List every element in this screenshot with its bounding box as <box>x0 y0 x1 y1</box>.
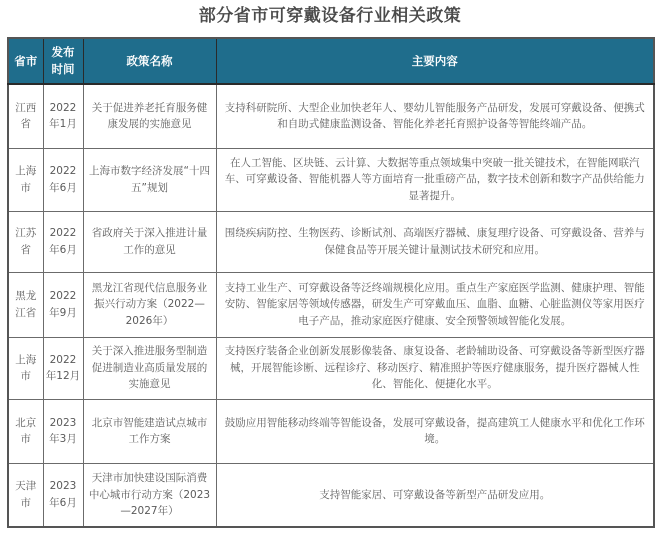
policy-name-cell: 省政府关于深入推进计量工作的意见 <box>83 211 216 272</box>
table-row <box>8 211 654 272</box>
date-cell: 2022年9月 <box>43 272 83 337</box>
province-cell: 江西省 <box>8 84 43 148</box>
table-row <box>8 84 654 148</box>
province-cell: 北京市 <box>8 399 43 463</box>
table-row <box>8 272 654 337</box>
content-cell: 鼓励应用智能移动终端等智能设备，发展可穿戴设备，提高建筑工人健康水平和优化工作环境。 <box>216 399 654 463</box>
date-cell: 2022年1月 <box>43 84 83 148</box>
header-main-content: 主要内容 <box>216 38 654 84</box>
policy-table <box>7 37 655 528</box>
content-cell: 支持医疗装备企业创新发展影像装备、康复设备、老龄辅助设备、可穿戴设备等新型医疗器械，开展智能诊断、远程诊疗、移动医疗、精准照护等医疗健康服务，提升医疗器械人性化、智能化、便捷化水平。 <box>216 337 654 399</box>
policy-name-cell: 北京市智能建造试点城市工作方案 <box>83 399 216 463</box>
province-cell: 上海市 <box>8 337 43 399</box>
policy-name-cell: 关于深入推进服务型制造促进制造业高质量发展的实施意见 <box>83 337 216 399</box>
date-cell: 2022年6月 <box>43 148 83 211</box>
table-row <box>8 148 654 211</box>
policy-name-cell: 上海市数字经济发展“十四五”规划 <box>83 148 216 211</box>
date-cell: 2023年3月 <box>43 399 83 463</box>
date-cell: 2022年12月 <box>43 337 83 399</box>
policy-name-cell: 关于促进养老托育服务健康发展的实施意见 <box>83 84 216 148</box>
table-row <box>8 399 654 463</box>
content-cell: 围绕疾病防控、生物医药、诊断试剂、高端医疗器械、康复理疗设备、可穿戴设备、营养与保健食品等开展关键计量测试技术研究和应用。 <box>216 211 654 272</box>
province-cell: 天津市 <box>8 463 43 527</box>
header-province: 省市 <box>8 38 43 84</box>
content-cell: 支持工业生产、可穿戴设备等泛终端规模化应用。重点生产家庭医学监测、健康护理、智能安防、智能家居等领域传感器，研发生产可穿戴血压、血脂、血糖、心脏监测仪等家用医疗电子产品，推动家庭医疗健康、安全预警领域智能化发展。 <box>216 272 654 337</box>
date-cell: 2023年6月 <box>43 463 83 527</box>
date-cell: 2022年6月 <box>43 211 83 272</box>
page-title: 部分省市可穿戴设备行业相关政策 <box>198 6 462 26</box>
content-cell: 在人工智能、区块链、云计算、大数据等重点领域集中突破一批关键技术，在智能网联汽车、可穿戴设备、智能机器人等方面培育一批重磅产品，数字技术创新和数字产品供给能力显著提升。 <box>216 148 654 211</box>
table-header-row <box>8 38 654 84</box>
content-cell: 支持科研院所、大型企业加快老年人、婴幼儿智能服务产品研发，发展可穿戴设备、便携式和自助式健康监测设备、智能化养老托育照护设备等智能终端产品。 <box>216 84 654 148</box>
table-row <box>8 463 654 527</box>
content-cell: 支持智能家居、可穿戴设备等新型产品研发应用。 <box>216 463 654 527</box>
province-cell: 江苏省 <box>8 211 43 272</box>
policy-name-cell: 天津市加快建设国际消费中心城市行动方案（2023—2027年） <box>83 463 216 527</box>
table-row <box>8 337 654 399</box>
province-cell: 黑龙江省 <box>8 272 43 337</box>
policy-name-cell: 黑龙江省现代信息服务业振兴行动方案（2022—2026年） <box>83 272 216 337</box>
header-policy-name: 政策名称 <box>83 38 216 84</box>
province-cell: 上海市 <box>8 148 43 211</box>
header-date: 发布时间 <box>43 38 83 84</box>
